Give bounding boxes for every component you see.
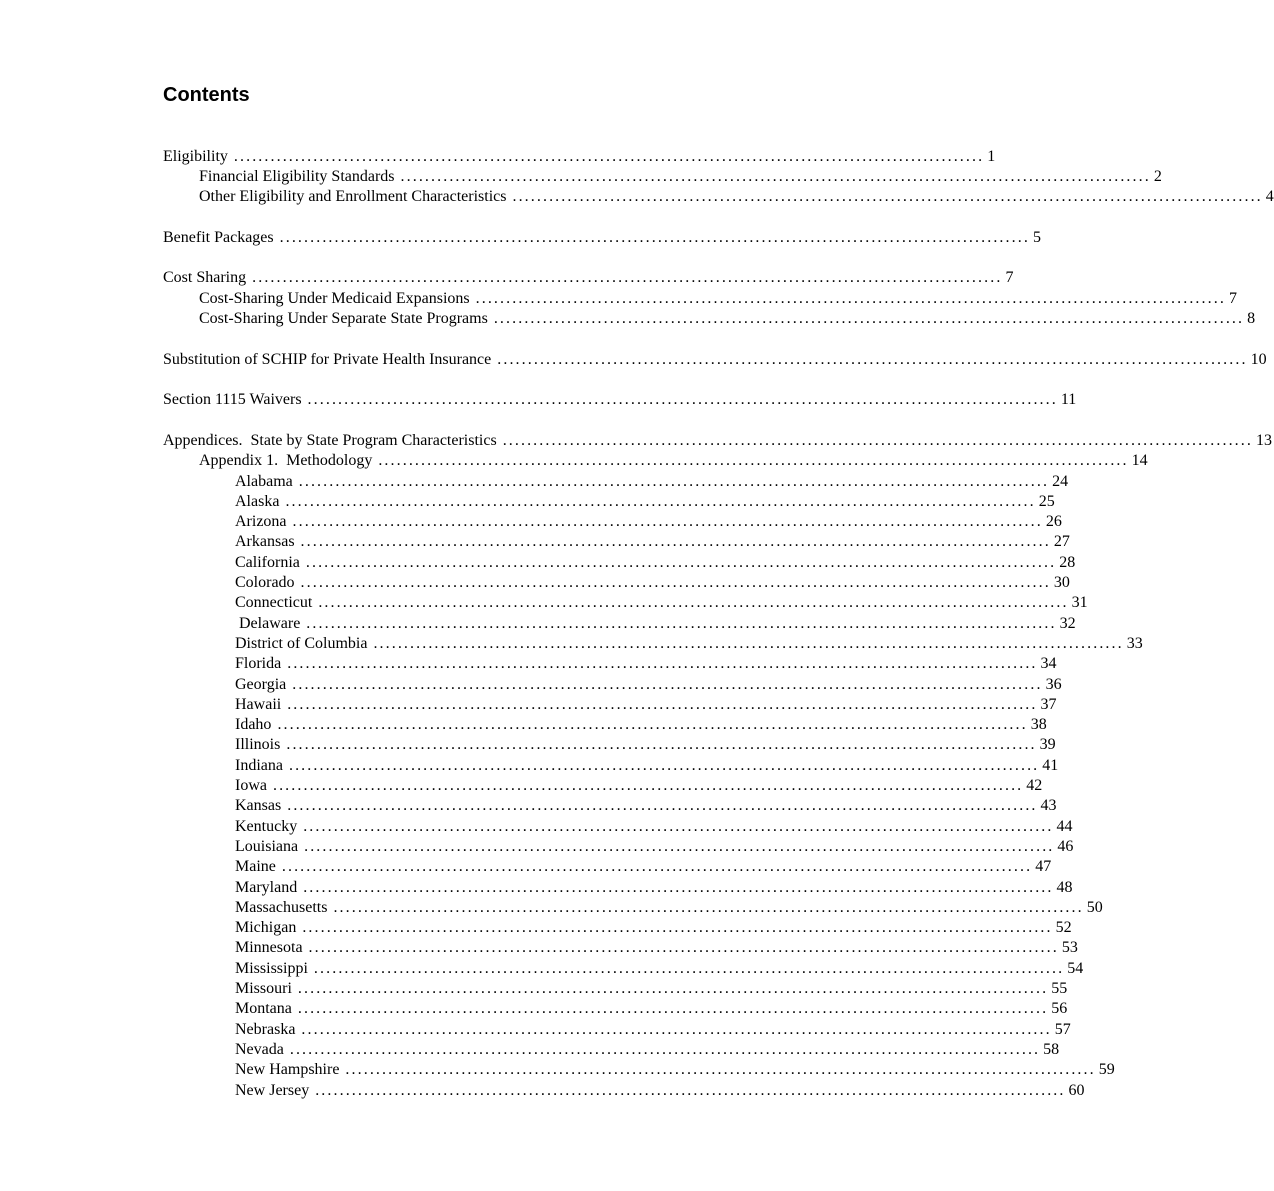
toc-page-number: 14 bbox=[1131, 452, 1148, 469]
toc-entry-state[interactable] bbox=[235, 634, 1143, 654]
toc-page-number: 60 bbox=[1068, 1081, 1085, 1099]
toc-page-number: 11 bbox=[1060, 391, 1077, 408]
toc-page-number: 46 bbox=[1057, 837, 1074, 855]
toc-entry-state[interactable] bbox=[235, 654, 1057, 674]
toc-entry-label: Nevada bbox=[235, 1040, 284, 1058]
toc-entry-state[interactable] bbox=[235, 512, 1062, 532]
toc-page-number: 50 bbox=[1086, 898, 1103, 916]
toc-page-number: 2 bbox=[1153, 168, 1162, 185]
toc-entry-state[interactable] bbox=[235, 614, 1076, 634]
toc-entry-state[interactable] bbox=[235, 1060, 1115, 1080]
toc-entry-label: Cost-Sharing Under Medicaid Expansions bbox=[199, 290, 470, 307]
toc-page-number: 32 bbox=[1059, 614, 1076, 632]
toc-entry-state[interactable] bbox=[235, 532, 1070, 552]
dot-leader: ........................................................................................................................... bbox=[300, 574, 1051, 591]
toc-entry-state[interactable] bbox=[235, 695, 1057, 715]
toc-entry-state[interactable] bbox=[235, 1020, 1071, 1040]
toc-entry-cost-sharing[interactable] bbox=[163, 268, 1014, 288]
toc-entry-label: Michigan bbox=[235, 919, 297, 937]
toc-entry-substitution[interactable] bbox=[163, 350, 1267, 370]
toc-entry-state[interactable] bbox=[235, 735, 1056, 755]
toc-entry-label: Appendix 1. Methodology bbox=[199, 452, 373, 469]
dot-leader: ........................................................................................................................... bbox=[493, 310, 1245, 327]
toc-entry-methodology[interactable] bbox=[199, 451, 1148, 471]
toc-entry-cost-sharing-separate[interactable] bbox=[199, 309, 1256, 329]
toc-page-number: 41 bbox=[1042, 756, 1059, 774]
toc-page-number: 48 bbox=[1056, 878, 1073, 896]
toc-page-number: 58 bbox=[1043, 1040, 1060, 1058]
dot-leader: ........................................................................................................................... bbox=[286, 736, 1037, 754]
dot-leader: ........................................................................................................................... bbox=[303, 878, 1054, 896]
toc-entry-label: Maine bbox=[235, 858, 276, 876]
dot-leader: ........................................................................................................................... bbox=[313, 959, 1065, 977]
toc-entry-label: Hawaii bbox=[235, 695, 282, 713]
toc-page-number: 33 bbox=[1126, 634, 1143, 652]
toc-entry-label: Kentucky bbox=[235, 817, 298, 835]
toc-entry-state[interactable] bbox=[235, 593, 1088, 613]
toc-entry-state[interactable] bbox=[235, 959, 1084, 979]
toc-entry-label: Kansas bbox=[235, 797, 282, 815]
toc-entry-label: Eligibility bbox=[163, 148, 228, 165]
toc-entry-label: Massachusetts bbox=[235, 898, 328, 916]
toc-entry-state[interactable] bbox=[235, 492, 1055, 512]
toc-page-number: 31 bbox=[1071, 594, 1088, 612]
toc-entry-label: Delaware bbox=[235, 614, 301, 632]
dot-leader: ........................................................................................................................... bbox=[301, 1020, 1052, 1038]
toc-entry-state[interactable] bbox=[235, 857, 1052, 877]
dot-leader: ........................................................................................................................... bbox=[305, 553, 1057, 571]
toc-entry-state[interactable] bbox=[235, 918, 1072, 938]
toc-page-number: 59 bbox=[1098, 1061, 1115, 1079]
toc-entry-label: Other Eligibility and Enrollment Characteristics bbox=[199, 188, 507, 205]
toc-page-number: 7 bbox=[1228, 290, 1237, 307]
toc-entry-state[interactable] bbox=[235, 796, 1057, 816]
toc-entry-state[interactable] bbox=[235, 817, 1073, 837]
dot-leader: ........................................................................................................................... bbox=[318, 594, 1069, 612]
toc-entry-label: Benefit Packages bbox=[163, 229, 274, 246]
toc-page-number: 1 bbox=[987, 148, 996, 165]
toc-entry-state[interactable] bbox=[235, 1081, 1085, 1101]
dot-leader: ........................................................................................................................... bbox=[502, 432, 1253, 449]
toc-entry-label: Idaho bbox=[235, 716, 272, 734]
toc-page-number: 36 bbox=[1045, 675, 1062, 693]
toc-entry-state[interactable] bbox=[235, 776, 1043, 796]
toc-entry-label: Colorado bbox=[235, 574, 295, 591]
dot-leader: ........................................................................................................................... bbox=[292, 513, 1043, 531]
toc-entry-label: Alaska bbox=[235, 492, 280, 510]
toc-page-number: 30 bbox=[1053, 574, 1070, 591]
toc-entry-state[interactable] bbox=[235, 756, 1059, 776]
toc-entry-benefit-packages[interactable] bbox=[163, 228, 1041, 248]
toc-page-number: 27 bbox=[1053, 533, 1070, 551]
toc-entry-label: Illinois bbox=[235, 736, 281, 754]
toc-page-number: 42 bbox=[1026, 777, 1043, 794]
toc-page-number: 52 bbox=[1055, 919, 1072, 937]
toc-page-number: 4 bbox=[1265, 188, 1274, 205]
dot-leader: ........................................................................................................................... bbox=[292, 675, 1043, 693]
toc-entry-label: Iowa bbox=[235, 777, 267, 794]
dot-leader: ........................................................................................................................... bbox=[307, 391, 1058, 408]
toc-entry-financial-eligibility-standards[interactable] bbox=[199, 167, 1162, 187]
toc-entry-label: Louisiana bbox=[235, 837, 299, 855]
toc-entry-appendices[interactable] bbox=[163, 431, 1272, 451]
toc-entry-label: Connecticut bbox=[235, 594, 313, 612]
toc-page-number: 54 bbox=[1067, 959, 1084, 977]
dot-leader: ........................................................................................................................... bbox=[297, 980, 1049, 997]
dot-leader: ........................................................................................................................... bbox=[285, 492, 1036, 510]
toc-entry-label: Substitution of SCHIP for Private Health Insurance bbox=[163, 351, 492, 368]
toc-page-number: 25 bbox=[1038, 492, 1055, 510]
dot-leader: ........................................................................................................................... bbox=[475, 290, 1226, 307]
page-title: Contents bbox=[163, 84, 250, 106]
toc-entry-state[interactable] bbox=[235, 1040, 1060, 1060]
dot-leader: ........................................................................................................................... bbox=[306, 614, 1057, 632]
toc-entry-label: Cost Sharing bbox=[163, 269, 247, 286]
dot-leader: ........................................................................................................................... bbox=[281, 858, 1033, 876]
dot-leader: ........................................................................................................................... bbox=[272, 777, 1024, 794]
toc-entry-label: Georgia bbox=[235, 675, 287, 693]
toc-entry-label: District of Columbia bbox=[235, 634, 368, 652]
dot-leader: ........................................................................................................................... bbox=[373, 634, 1124, 652]
toc-entry-state[interactable] bbox=[235, 675, 1062, 695]
toc-page-number: 13 bbox=[1256, 432, 1272, 449]
toc-entry-label: California bbox=[235, 553, 300, 571]
toc-entry-label: Appendices. State by State Program Characteristics bbox=[163, 432, 497, 449]
dot-leader: ........................................................................................................................... bbox=[279, 229, 1030, 246]
toc-entry-label: Minnesota bbox=[235, 939, 303, 957]
toc-page-number: 55 bbox=[1051, 980, 1068, 997]
toc-entry-state[interactable] bbox=[235, 573, 1070, 593]
dot-leader: ........................................................................................................................... bbox=[304, 837, 1055, 855]
toc-page-number: 44 bbox=[1056, 817, 1073, 835]
toc-entry-label: Section 1115 Waivers bbox=[163, 391, 302, 408]
toc-entry-other-eligibility[interactable] bbox=[199, 187, 1274, 207]
toc-entry-label: Mississippi bbox=[235, 959, 308, 977]
toc-page-number: 39 bbox=[1039, 736, 1056, 754]
toc-page-number: 8 bbox=[1247, 310, 1256, 327]
dot-leader: ........................................................................................................................... bbox=[303, 817, 1054, 835]
dot-leader: ........................................................................................................................... bbox=[308, 939, 1059, 957]
dot-leader: ........................................................................................................................... bbox=[378, 452, 1129, 469]
toc-entry-label: Cost-Sharing Under Separate State Programs bbox=[199, 310, 488, 327]
toc-page-number: 53 bbox=[1061, 939, 1078, 957]
dot-leader: ........................................................................................................................... bbox=[315, 1081, 1066, 1099]
toc-page-number: 24 bbox=[1052, 472, 1069, 490]
toc-page-number: 56 bbox=[1051, 1000, 1068, 1018]
dot-leader: ........................................................................................................................... bbox=[300, 533, 1051, 551]
toc-entry-state[interactable] bbox=[235, 837, 1074, 857]
dot-leader: ........................................................................................................................... bbox=[233, 148, 985, 165]
toc-entry-label: Missouri bbox=[235, 980, 292, 997]
toc-entry-label: New Hampshire bbox=[235, 1061, 340, 1079]
toc-entry-label: Nebraska bbox=[235, 1020, 296, 1038]
toc-page-number: 38 bbox=[1030, 716, 1047, 734]
toc-entry-label: Indiana bbox=[235, 756, 283, 774]
dot-leader: ........................................................................................................................... bbox=[333, 898, 1084, 916]
toc-entry-label: Alabama bbox=[235, 472, 293, 490]
toc-entry-state[interactable] bbox=[235, 472, 1069, 492]
toc-entry-state[interactable] bbox=[235, 715, 1047, 735]
dot-leader: ........................................................................................................................... bbox=[288, 756, 1040, 774]
toc-entry-label: Arizona bbox=[235, 513, 287, 531]
toc-page-number: 57 bbox=[1054, 1020, 1071, 1038]
toc-entry-state[interactable] bbox=[235, 979, 1068, 999]
dot-leader: ........................................................................................................................... bbox=[287, 797, 1038, 815]
dot-leader: ........................................................................................................................... bbox=[287, 695, 1038, 713]
toc-entry-label: New Jersey bbox=[235, 1081, 310, 1099]
dot-leader: ........................................................................................................................... bbox=[298, 472, 1050, 490]
dot-leader: ........................................................................................................................... bbox=[289, 1040, 1041, 1058]
toc-entry-cost-sharing-medicaid[interactable] bbox=[199, 289, 1237, 309]
toc-entry-eligibility[interactable] bbox=[163, 147, 996, 167]
dot-leader: ........................................................................................................................... bbox=[400, 168, 1151, 185]
dot-leader: ........................................................................................................................... bbox=[302, 919, 1053, 937]
dot-leader: ........................................................................................................................... bbox=[297, 1000, 1049, 1018]
toc-entry-section-1115[interactable] bbox=[163, 390, 1077, 410]
toc-entry-label: Arkansas bbox=[235, 533, 295, 551]
toc-entry-state[interactable] bbox=[235, 938, 1078, 958]
toc-entry-state[interactable] bbox=[235, 999, 1068, 1019]
dot-leader: ........................................................................................................................... bbox=[512, 188, 1263, 205]
dot-leader: ........................................................................................................................... bbox=[252, 269, 1003, 286]
toc-entry-state[interactable] bbox=[235, 553, 1076, 573]
toc-page-number: 28 bbox=[1059, 553, 1076, 571]
toc-entry-label: Florida bbox=[235, 655, 282, 673]
toc-page-number: 47 bbox=[1035, 858, 1052, 876]
dot-leader: ........................................................................................................................... bbox=[287, 655, 1038, 673]
toc-page-number: 5 bbox=[1032, 229, 1041, 246]
toc-page-number: 10 bbox=[1250, 351, 1267, 368]
toc-page-number: 43 bbox=[1040, 797, 1057, 815]
toc-entry-label: Montana bbox=[235, 1000, 292, 1018]
toc-page-number: 37 bbox=[1040, 695, 1057, 713]
toc-page-number: 7 bbox=[1005, 269, 1014, 286]
toc-entry-state[interactable] bbox=[235, 898, 1103, 918]
toc-page-number: 34 bbox=[1040, 655, 1057, 673]
toc-page-number: 26 bbox=[1045, 513, 1062, 531]
dot-leader: ........................................................................................................................... bbox=[277, 716, 1028, 734]
dot-leader: ........................................................................................................................... bbox=[497, 351, 1248, 368]
toc-entry-state[interactable] bbox=[235, 878, 1073, 898]
dot-leader: ........................................................................................................................... bbox=[345, 1061, 1096, 1079]
toc-entry-label: Financial Eligibility Standards bbox=[199, 168, 395, 185]
toc-entry-label: Maryland bbox=[235, 878, 298, 896]
